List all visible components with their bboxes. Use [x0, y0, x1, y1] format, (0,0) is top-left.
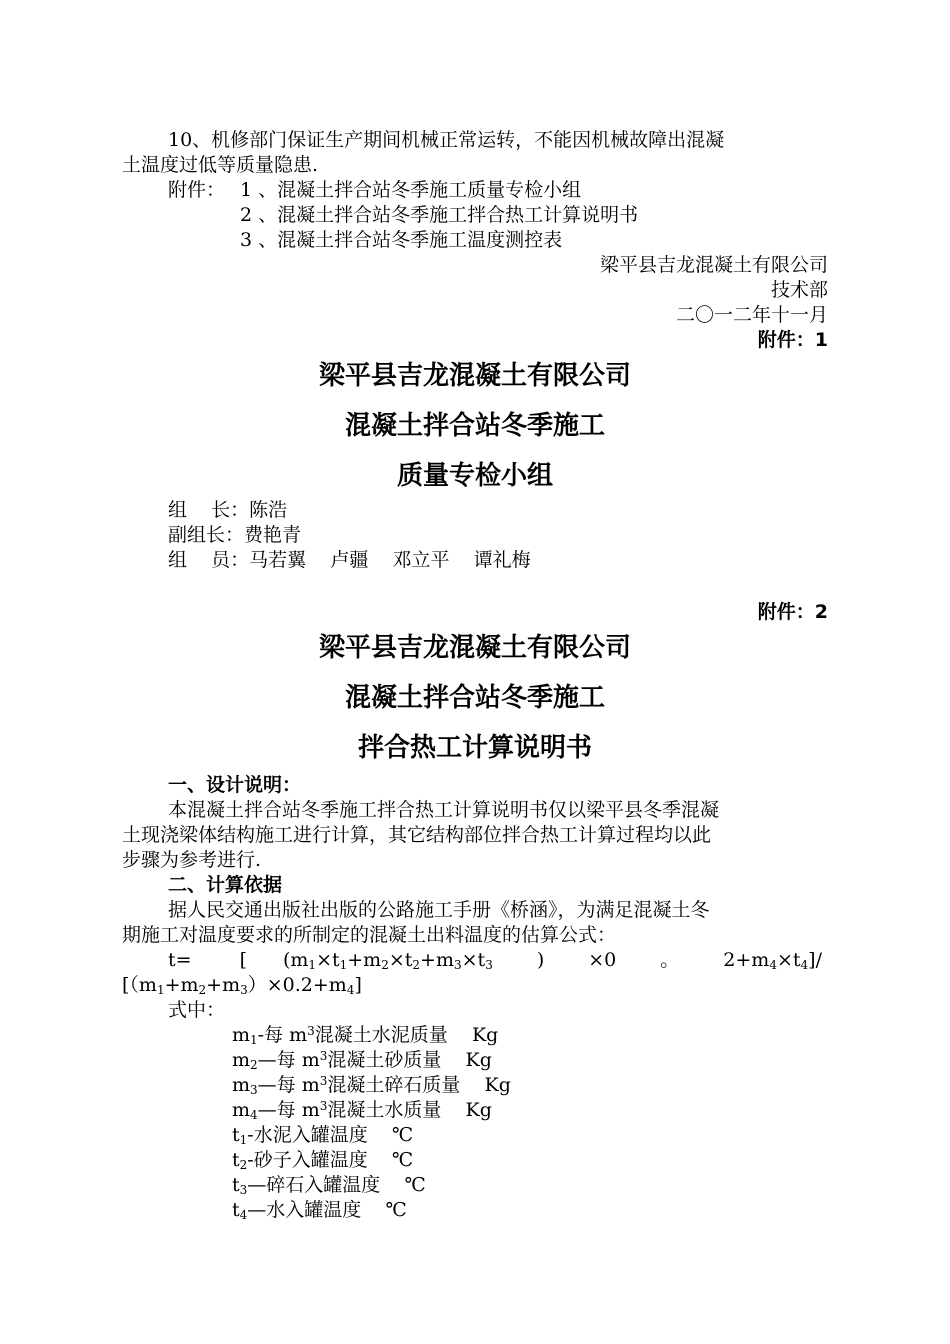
- variable-definition: [232, 1173, 426, 1197]
- attachment-2-title-sub: 拌合热工计算说明书: [357, 733, 592, 763]
- section-2-paragraph-line: 期施工对温度要求的所制定的混凝土出料温度的估算公式：: [122, 924, 617, 946]
- variable-symbol: m: [232, 1049, 251, 1071]
- variable-subscript: 1: [250, 1033, 258, 1047]
- variable-description: —水入罐温度 ℃: [247, 1199, 407, 1221]
- variable-subscript: 1: [239, 1133, 248, 1147]
- variable-subscript: 4: [250, 1108, 258, 1122]
- leader-label: 组 长：: [168, 499, 250, 521]
- variable-subscript: 2: [250, 1058, 258, 1072]
- unit-superscript: 3: [319, 1074, 328, 1088]
- formula-line-2: $[(m_1+m_2+m_3)\times 0.2+m_4]$: [122, 974, 362, 997]
- members-label: 组 员：: [168, 549, 250, 571]
- section-2-heading: 二、计算依据: [168, 874, 283, 896]
- attachment-1-title-company: 梁平县吉龙混凝土有限公司: [318, 361, 631, 391]
- variable-symbol: t: [232, 1124, 240, 1146]
- deputy-row: [168, 523, 301, 547]
- variable-description: -水泥入罐温度 ℃: [247, 1124, 414, 1146]
- attachment-2-title-main: 混凝土拌合站冬季施工: [344, 683, 605, 713]
- attachment-list-item: 3 、混凝土拌合站冬季施工温度测控表: [240, 229, 563, 251]
- variable-definition: [232, 1023, 498, 1047]
- attachment-2-label: 附件：2: [757, 601, 828, 623]
- variable-description: —每 m: [257, 1074, 320, 1096]
- variable-description-rest: 混凝土水质量 Kg: [327, 1099, 492, 1121]
- variable-definition: [232, 1048, 492, 1072]
- attachment-1-title-main: 混凝土拌合站冬季施工: [344, 411, 605, 441]
- item-10-line2: 土温度过低等质量隐患.: [122, 154, 319, 176]
- variable-definition: [232, 1148, 413, 1172]
- unit-superscript: 3: [319, 1099, 328, 1113]
- variable-description-rest: 混凝土碎石质量 Kg: [327, 1074, 511, 1096]
- section-1-paragraph-line: 本混凝土拌合站冬季施工拌合热工计算说明书仅以梁平县冬季混凝: [168, 799, 720, 821]
- variable-subscript: 2: [239, 1158, 248, 1172]
- signature-department: 技术部: [770, 279, 828, 301]
- section-2-paragraph-line: 据人民交通出版社出版的公路施工手册《桥涵》，为满足混凝土冬: [168, 899, 710, 921]
- variable-description-rest: 混凝土水泥质量 Kg: [314, 1024, 499, 1046]
- variable-definition: [232, 1198, 407, 1222]
- unit-superscript: 3: [307, 1024, 315, 1038]
- variable-definition: [232, 1073, 511, 1097]
- variable-symbol: m: [232, 1074, 251, 1096]
- item-10-line1: 10、机修部门保证生产期间机械正常运转，不能因机械故障出混凝: [168, 129, 725, 151]
- members-names: 马若翼 卢疆 邓立平 谭礼梅: [249, 549, 531, 571]
- members-row: [168, 548, 531, 572]
- signature-company: 梁平县吉龙混凝土有限公司: [599, 254, 828, 276]
- variable-definition: [232, 1123, 413, 1147]
- attachment-2-title-company: 梁平县吉龙混凝土有限公司: [318, 633, 631, 663]
- variable-description: —每 m: [257, 1049, 320, 1071]
- variable-description: —每 m: [257, 1099, 320, 1121]
- leader-name: 陈浩: [249, 499, 288, 521]
- variable-description: -砂子入罐温度 ℃: [247, 1149, 414, 1171]
- variable-subscript: 4: [239, 1208, 248, 1222]
- variable-description: -每 m: [257, 1024, 308, 1046]
- formula-line-1: t= [ ($m_1\times t_1+m_2\times t_2+m_3\times t_3$ ) ×0 。 $2+m_4\times t_4]/$: [168, 949, 822, 972]
- signature-date: 二〇一二年十一月: [675, 304, 828, 326]
- formula-where-label: 式中：: [168, 999, 226, 1021]
- variable-description-rest: 混凝土砂质量 Kg: [327, 1049, 492, 1071]
- attachment-1-title-sub: 质量专检小组: [396, 461, 553, 491]
- section-1-paragraph-line: 土现浇梁体结构施工进行计算，其它结构部位拌合热工计算过程均以此: [122, 824, 712, 846]
- deputy-label: 副组长：: [168, 524, 245, 546]
- section-1-paragraph-line: 步骤为参考进行.: [122, 849, 262, 871]
- unit-superscript: 3: [319, 1049, 328, 1063]
- leader-row: [168, 498, 287, 522]
- variable-description: —碎石入罐温度 ℃: [247, 1174, 426, 1196]
- variable-symbol: t: [232, 1174, 240, 1196]
- attachment-1-label: 附件：1: [757, 329, 828, 351]
- attachment-list-item: 2 、混凝土拌合站冬季施工拌合热工计算说明书: [240, 204, 639, 226]
- variable-symbol: m: [232, 1024, 251, 1046]
- variable-symbol: t: [232, 1199, 240, 1221]
- variable-symbol: t: [232, 1149, 240, 1171]
- section-1-heading: 一、设计说明：: [168, 774, 302, 796]
- deputy-name: 费艳青: [244, 524, 302, 546]
- attachment-list-item: 1 、混凝土拌合站冬季施工质量专检小组: [240, 179, 582, 201]
- attachments-label: 附件：: [168, 179, 226, 201]
- variable-subscript: 3: [239, 1183, 248, 1197]
- variable-subscript: 3: [250, 1083, 258, 1097]
- variable-definition: [232, 1098, 492, 1122]
- variable-symbol: m: [232, 1099, 251, 1121]
